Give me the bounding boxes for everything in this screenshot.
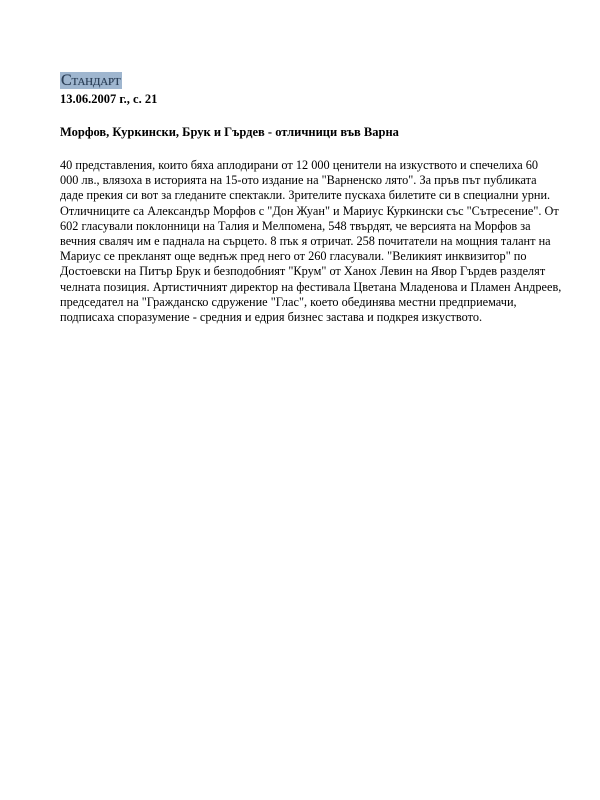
article-line: Отличниците са Александър Морфов с "Дон Жуан" и Мариус Куркински със "Сътресение". От (60, 203, 559, 218)
article-line: Достоевски на Питър Брук и безподобният "Крум" от Ханох Левин на Явор Гърдев разделят (60, 264, 546, 279)
article-line: челната позиция. Артистичният директор на фестивала Цветана Младенова и Пламен Андреев, (60, 279, 562, 294)
article-line: председател на "Гражданско сдружение "Глас", което обединява местни предприемачи, (60, 294, 517, 309)
publication-date: 13.06.2007 г., с. 21 (60, 92, 158, 106)
article-body (60, 158, 562, 325)
article-line: 602 гласували поклонници на Талия и Мелпомена, 548 твърдят, че версията на Морфов за (60, 218, 531, 233)
article-line: подписаха споразумение - средния и едрия бизнес застава и подкрея изкуството. (60, 310, 483, 325)
article-line: вечния сваляч им е паднала на сърцето. 8 пък я отричат. 258 почитатели на мощния талант на (60, 234, 551, 249)
article-line: Мариус се прекланят още веднъж пред него от 260 гласували. "Великият инквизитор" по (60, 249, 527, 264)
article-line: 000 лв., влязоха в историята на 15-ото издание на "Варненско лято". За пръв път публиката (60, 173, 537, 188)
article-title: Морфов, Куркински, Брук и Гърдев - отличници във Варна (60, 125, 399, 139)
article-page (60, 72, 562, 325)
newspaper-logo: Стандарт (61, 72, 121, 89)
article-line: даде прекия си вот за гледаните спектакли. Зрителите пускаха билетите си в специални урни. (60, 188, 551, 203)
article-line: 40 представления, които бяха аплодирани от 12 000 ценители на изкуството и спечелиха 60 (60, 158, 539, 172)
